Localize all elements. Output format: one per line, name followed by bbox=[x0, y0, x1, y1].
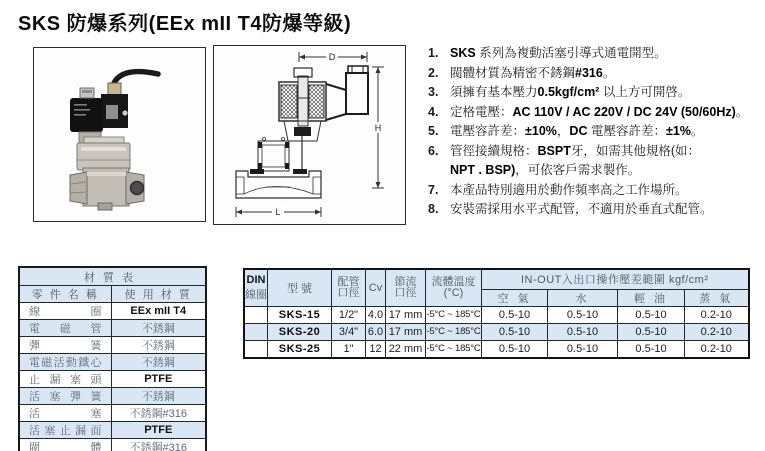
air-pressure-cell: 0.5-10 bbox=[482, 323, 548, 340]
steam-pressure-cell: 0.2-10 bbox=[685, 340, 749, 358]
steam-pressure-cell: 0.2-10 bbox=[685, 306, 749, 323]
orifice-line2: 口徑 bbox=[394, 286, 417, 299]
spec-col-din-coil bbox=[244, 269, 268, 306]
feature-number: 2. bbox=[428, 65, 439, 80]
feature-text bbox=[450, 181, 762, 201]
feature-number: 5. bbox=[428, 124, 439, 138]
material-cell: 不銹鋼 bbox=[111, 337, 206, 354]
part-name-cell: 止漏塞頭 bbox=[19, 371, 111, 388]
feature-text bbox=[450, 103, 762, 123]
feature-plain-text: 系列為複動活塞引導式通電開型。 bbox=[475, 46, 667, 60]
oil-pressure-cell: 0.5-10 bbox=[618, 340, 685, 358]
water-pressure-cell: 0.5-10 bbox=[548, 306, 618, 323]
din-coil-cell bbox=[244, 340, 268, 358]
feature-plain-text: 管徑接續規格： bbox=[450, 143, 538, 158]
material-cell: PTFE bbox=[111, 422, 206, 439]
part-name-cell: 活塞彈簧 bbox=[19, 388, 111, 405]
oil-pressure-cell: 0.5-10 bbox=[618, 323, 685, 340]
feature-item bbox=[428, 181, 762, 201]
feature-plain-text: 定格電壓： bbox=[450, 104, 513, 119]
spec-col-orifice bbox=[386, 269, 426, 306]
dim-label-l: L bbox=[275, 207, 281, 217]
seal-block bbox=[294, 127, 311, 136]
feature-plain-text: 閥體材質為精密不銹鋼 bbox=[450, 65, 576, 80]
spec-col-cv: Cv bbox=[366, 269, 386, 306]
feature-text bbox=[450, 83, 762, 103]
coil-label-line bbox=[74, 104, 87, 106]
feature-plain-text: 牙，如需其他規格(如： bbox=[570, 143, 701, 158]
part-name-cell: 線圈 bbox=[19, 303, 111, 320]
feature-item bbox=[428, 64, 762, 84]
material-cell: 不銹鋼 bbox=[111, 388, 206, 405]
material-col-material: 使 用 材 質 bbox=[111, 286, 206, 303]
pipe-port-right bbox=[313, 177, 321, 194]
pilot-hole bbox=[263, 138, 266, 141]
oil-pressure-cell: 0.5-10 bbox=[618, 306, 685, 323]
feature-plain-text: 須擁有基本壓力 bbox=[450, 85, 538, 99]
upper-body-highlight bbox=[81, 147, 126, 151]
material-row bbox=[19, 320, 206, 337]
spec-col-oil: 輕 油 bbox=[618, 289, 685, 306]
coil-label-line bbox=[74, 114, 86, 116]
feature-plain-text: 電壓容許差： bbox=[450, 124, 526, 138]
material-row bbox=[19, 405, 206, 422]
piston-chamber bbox=[258, 141, 289, 171]
feature-number: 4. bbox=[428, 104, 439, 119]
port-opening bbox=[131, 182, 144, 195]
connector-body bbox=[346, 73, 368, 114]
seal-ring bbox=[258, 163, 262, 169]
cv-cell: 4.0 bbox=[366, 306, 386, 323]
feature-plain-text: 安裝需採用水平式配管，不適用於垂直式配管。 bbox=[450, 202, 713, 216]
feature-bold-text: 0.5kgf/cm² bbox=[537, 85, 600, 99]
pipe-size-cell: 3/4" bbox=[332, 323, 366, 340]
pipe-size-line1: 配管 bbox=[337, 275, 360, 288]
feature-plain-text: 本產品特別適用於動作頻率高之工作場所。 bbox=[450, 182, 688, 197]
material-cell: EEx mII T4 bbox=[111, 303, 206, 320]
flow-passage bbox=[244, 187, 313, 195]
dimension-drawing-frame bbox=[213, 45, 406, 225]
material-row bbox=[19, 303, 206, 320]
seal-ring bbox=[285, 142, 289, 148]
body-seal bbox=[250, 169, 264, 174]
spec-col-water: 水 bbox=[548, 289, 618, 306]
feature-text bbox=[450, 122, 762, 142]
material-table-body bbox=[19, 303, 206, 451]
spec-col-fluid-temp bbox=[426, 269, 482, 306]
feature-plain-text: 。 bbox=[690, 124, 704, 138]
feature-item bbox=[428, 83, 762, 103]
fluid-temp-line1: 流體溫度 bbox=[431, 275, 476, 288]
dimension-drawing bbox=[214, 46, 403, 222]
orifice-line1: 節流 bbox=[394, 275, 417, 288]
orifice-cell: 17 mm bbox=[386, 306, 426, 323]
feature-bold-text: DC bbox=[569, 124, 588, 138]
orifice-cell: 22 mm bbox=[386, 340, 426, 358]
spec-col-pipe-size bbox=[332, 269, 366, 306]
air-pressure-cell: 0.5-10 bbox=[482, 306, 548, 323]
feature-bold-text: NPT . BSP) bbox=[450, 163, 516, 177]
cv-cell: 6.0 bbox=[366, 323, 386, 340]
pipe-size-line2: 口徑 bbox=[337, 286, 360, 299]
orifice-cell: 17 mm bbox=[386, 323, 426, 340]
feature-item bbox=[428, 142, 762, 181]
spec-col-inout: IN-OUT入出口操作壓差範圍 kgf/cm² bbox=[482, 269, 749, 289]
material-cell: PTFE bbox=[111, 371, 206, 388]
coil-label: 線圈 bbox=[245, 288, 267, 301]
fluid-temp-cell: -5°C ~ 185°C bbox=[426, 306, 482, 323]
feature-bold-text: BSPT bbox=[537, 143, 571, 158]
body-seal bbox=[293, 169, 307, 174]
model-cell: SKS-20 bbox=[268, 323, 332, 340]
plunger bbox=[298, 76, 308, 126]
seal-ring bbox=[285, 163, 289, 169]
feature-number: 7. bbox=[428, 182, 439, 197]
spec-row bbox=[244, 340, 749, 358]
material-table bbox=[18, 266, 207, 451]
connector-window bbox=[106, 105, 118, 119]
water-pressure-cell: 0.5-10 bbox=[548, 340, 618, 358]
piston-inner bbox=[262, 145, 285, 167]
fluid-temp-line2: (°C) bbox=[443, 286, 464, 299]
material-row bbox=[19, 371, 206, 388]
coil-winding-left bbox=[281, 85, 297, 118]
pipe-port-left bbox=[236, 177, 244, 194]
model-cell: SKS-15 bbox=[268, 306, 332, 323]
bottom-tab bbox=[98, 203, 112, 210]
feature-text bbox=[450, 142, 762, 181]
material-row bbox=[19, 422, 206, 439]
material-cell: 不銹鋼 bbox=[111, 320, 206, 337]
material-row bbox=[19, 439, 206, 451]
fluid-temp-cell: -5°C ~ 185°C bbox=[426, 323, 482, 340]
product-photo-frame bbox=[33, 47, 206, 222]
feature-bold-text: ±1% bbox=[665, 124, 691, 138]
feature-bold-text: #316 bbox=[575, 65, 603, 80]
din-coil-cell bbox=[244, 323, 268, 340]
page-title: SKS 防爆系列(EEx mII T4防爆等級) bbox=[18, 13, 352, 35]
material-table-title: 材質表 bbox=[19, 267, 206, 286]
feature-item bbox=[428, 200, 762, 220]
connector-cap bbox=[348, 66, 368, 73]
steam-pressure-cell: 0.2-10 bbox=[685, 323, 749, 340]
part-name-cell: 電磁活動鐵心 bbox=[19, 354, 111, 371]
feature-bold-text: AC 110V / AC 220V / DC 24V (50/60Hz) bbox=[512, 104, 736, 119]
feature-text bbox=[450, 64, 762, 84]
material-cell: 不銹鋼#316 bbox=[111, 439, 206, 451]
water-pressure-cell: 0.5-10 bbox=[548, 323, 618, 340]
feature-bold-text: ±10% bbox=[525, 124, 557, 138]
dim-label-d: D bbox=[328, 52, 336, 62]
spec-col-air: 空 氣 bbox=[482, 289, 548, 306]
cable-gland bbox=[108, 83, 121, 95]
feature-number: 3. bbox=[428, 85, 439, 99]
feature-text bbox=[450, 44, 762, 64]
valve-body bbox=[236, 171, 321, 198]
part-name-cell: 閥體 bbox=[19, 439, 111, 451]
connector-arm bbox=[326, 84, 346, 120]
coil-label-line bbox=[74, 109, 90, 111]
feature-plain-text: 以上方可開啓。 bbox=[599, 85, 691, 99]
feature-text bbox=[450, 200, 762, 220]
feature-list bbox=[428, 44, 762, 220]
feature-number: 6. bbox=[428, 143, 439, 158]
material-row bbox=[19, 337, 206, 354]
pilot-hole bbox=[282, 138, 285, 141]
feature-number: 1. bbox=[428, 46, 439, 60]
feature-plain-text: ，可依客戶需求製作。 bbox=[515, 163, 641, 177]
part-name-cell: 彈簧 bbox=[19, 337, 111, 354]
product-photo bbox=[34, 48, 203, 219]
material-cell: 不銹鋼 bbox=[111, 354, 206, 371]
dim-label-h: H bbox=[374, 123, 382, 133]
material-row bbox=[19, 354, 206, 371]
feature-plain-text: ， bbox=[556, 124, 570, 138]
feature-number: 8. bbox=[428, 202, 439, 216]
model-cell: SKS-25 bbox=[268, 340, 332, 358]
feature-plain-text: 。 bbox=[735, 104, 749, 119]
spec-table-body bbox=[244, 306, 749, 358]
lower-body-highlight bbox=[87, 172, 126, 176]
feature-plain-text: 。 bbox=[602, 65, 616, 80]
material-cell: 不銹鋼#316 bbox=[111, 405, 206, 422]
material-row bbox=[19, 388, 206, 405]
seal-ring bbox=[258, 142, 262, 148]
feature-item bbox=[428, 122, 762, 142]
pipe-size-cell: 1/2" bbox=[332, 306, 366, 323]
cv-cell: 12 bbox=[366, 340, 386, 358]
spec-col-model: 型 號 bbox=[268, 269, 332, 306]
left-hex-nut bbox=[70, 172, 87, 204]
pipe-size-cell: 1" bbox=[332, 340, 366, 358]
coil-winding-right bbox=[309, 85, 324, 118]
part-name-cell: 活塞 bbox=[19, 405, 111, 422]
feature-item bbox=[428, 44, 762, 64]
din-coil-cell bbox=[244, 306, 268, 323]
spec-col-steam: 蒸 氣 bbox=[685, 289, 749, 306]
connector-screw bbox=[122, 110, 127, 115]
top-bolt-band bbox=[82, 90, 92, 93]
spec-row bbox=[244, 323, 749, 340]
feature-item bbox=[428, 103, 762, 123]
part-name-cell: 活塞止漏面 bbox=[19, 422, 111, 439]
air-pressure-cell: 0.5-10 bbox=[482, 340, 548, 358]
fluid-temp-cell: -5°C ~ 185°C bbox=[426, 340, 482, 358]
feature-plain-text: 電壓容許差： bbox=[587, 124, 666, 138]
part-name-cell: 電磁管 bbox=[19, 320, 111, 337]
din-label: DIN bbox=[246, 273, 266, 286]
feature-bold-text: SKS bbox=[450, 46, 476, 60]
spec-table bbox=[243, 268, 750, 359]
material-col-part: 零 件 名 稱 bbox=[19, 286, 111, 303]
spec-row bbox=[244, 306, 749, 323]
